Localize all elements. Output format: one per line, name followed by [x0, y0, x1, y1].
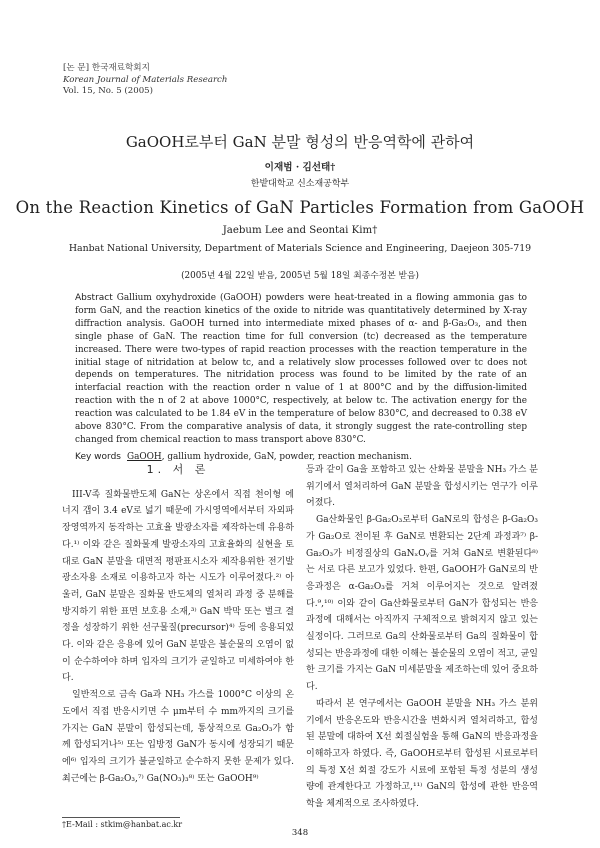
journal-volume: Vol. 15, No. 5 (2005): [63, 86, 153, 96]
footnote-divider: [62, 817, 180, 818]
title-english: On the Reaction Kinetics of GaN Particles Formation from GaOOH: [15, 198, 585, 217]
abstract-text: Gallium oxyhydroxide (GaOOH) powders were heat-treated in a flowing ammonia gas to form GaN, and the reaction kinetics of the oxide to nitride was quantitatively determined by X-ray diffraction analysis. GaOOH turned into intermediate mixed phases of α- and β-Ga₂O₃, and then single phase of GaN. The reaction time for full conversion (tc) decreased as the temperature increased. There were two-types of rapid reaction processes with the reaction temperature in the initial stage of nitridation at below tc, and a relatively slow processes followed over tc does not depends on temperatures. The nitridation process was found to be limited by the rate of an interfacial reaction with the reaction order n value of 1 at 800°C and by the diffusion-limited reaction with the n of 2 at above 1000°C, respectively, at below tc. The activation energy for the reaction was calculated to be 1.84 eV in the temperature of below 830°C, and decreased to 0.38 eV above 830°C. From the comparative analysis of data, it strongly suggest the rate-controlling step changed from chemical reaction to mass transport above 830°C.: [75, 293, 527, 445]
title-korean: GaOOH로부터 GaN 분말 형성의 반응역학에 관하여: [125, 133, 475, 151]
affiliation-english: Hanbat National University, Department of Materials Science and Engineering, Daejeon 305-719: [68, 243, 532, 254]
abstract-label: Abstract: [75, 293, 113, 303]
body-paragraph: 등과 같이 Ga을 포함하고 있는 산화물 분말을 NH₃ 가스 분위기에서 열처리하여 GaN 분말을 합성시키는 연구가 이루어졌다.: [306, 465, 538, 509]
keywords-label: Key words: [75, 452, 121, 462]
body-column-right: [306, 462, 538, 813]
body-paragraph: 따라서 본 연구에서는 GaOOH 분말을 NH₃ 가스 분위기에서 반응온도와 반응시간을 변화시켜 열처리하고, 합성된 분말에 대하여 X선 회절실험을 통해 GaN의 반응과정을 이해하고자 하였다. 즉, GaOOH로부터 합성된 시료로부터의 특정 X선 회절 강도가 시료에 포함된 특정 성분의 생성량에 관계한다고 가정하고,¹¹⁾ GaN의 합성에 관한 반응역학을 체계적으로 조사하였다.: [306, 698, 538, 810]
journal-header: [63, 63, 227, 98]
keywords-rest: , gallium hydroxide, GaN, powder, reaction mechanism.: [161, 452, 412, 462]
body-paragraph: 일반적으로 금속 Ga과 NH₃ 가스를 1000°C 이상의 온도에서 직접 반응시키면 수 μm부터 수 mm까지의 크기를 가지는 GaN 분말이 합성되는데, 통상적으로 Ga₂O₃가 함께 합성되거나⁵⁾ 또는 입방정 GaN가 동시에 성장되기 때문에⁶⁾ 입자의 크기가 불균일하고 순수하지 못한 문제가 있다. 최근에는 β-Ga₂O₃,⁷⁾ Ga(NO₃)₃⁸⁾ 또는 GaOOH⁹⁾: [62, 690, 294, 784]
affiliation-korean: 한밭대학교 신소재공학부: [250, 179, 350, 189]
keywords: [75, 452, 527, 462]
journal-header-label: [논 문] 한국재료학회지: [63, 63, 150, 73]
keyword-first: GaOOH: [127, 452, 162, 462]
journal-name-en: Korean Journal of Materials Research: [63, 74, 228, 85]
footnote-email: †E-Mail : stkim@hanbat.ac.kr: [62, 820, 183, 829]
body-paragraph: Ga산화물인 β-Ga₂O₃로부터 GaN로의 합성은 β-Ga₂O₃가 Ga₂O로 전이된 후 GaN로 변환되는 2단계 과정과⁷⁾ β-Ga₂O₃가 비정질상의 GaNₓOᵧ를 거쳐 GaN로 변환된다⁸⁾는 서로 다른 보고가 있었다. 한편, GaOOH가 GaN로의 반응과정은 α-Ga₂O₃를 거쳐 이루어지는 것으로 알려졌다.⁹,¹⁰⁾ 이와 같이 Ga산화물로부터 GaN가 합성되는 반응과정에 대해서는 아직까지 구체적으로 밝혀지지 않고 있는 실정이다. 그러므로 Ga의 산화물로부터 Ga의 질화물이 합성되는 반응과정에 대한 이해는 불순물의 오염이 적고, 균일한 크기를 가지는 GaN 미세분말을 제조하는데 있어 중요하다.: [306, 515, 538, 693]
body-column-left: [62, 462, 294, 787]
abstract: [75, 292, 527, 447]
authors-english: Jaebum Lee and Seontai Kim†: [222, 225, 378, 236]
authors-korean: 이재범 · 김선태†: [264, 162, 336, 173]
received-dates: (2005년 4월 22일 받음, 2005년 5월 18일 최종수정본 받음): [181, 271, 419, 281]
page-number: 348: [291, 828, 309, 838]
body-paragraph: III-V족 질화물반도체 GaN는 상온에서 직접 천이형 에너지 갭이 3.4 eV로 넓기 때문에 가시영역에서부터 자외파장영역까지 동작하는 고효율 발광소자를 제작하는데 유용하다.¹⁾ 이와 같은 질화물계 발광소자의 고효율화의 실현을 토대로 GaN 분말을 대면적 평판표시소자 제작용위한 전기발광소자용 소재로 이용하고자 하는 시도가 이루어졌다.²⁾ 아울러, GaN 분말은 질화물 반도체의 열처리 과정 중 분해를 방지하기 위한 표면 보호용 소재,³⁾ GaN 박막 또는 벌크 결정을 성장하기 위한 선구물질(precursor)⁴⁾ 등에 응용되었다. 이와 같은 응용에 있어 GaN 분말은 불순물의 오염이 없이 순수하여야 하며 입자의 크기가 균일하고 미세하여야 한다.: [62, 489, 294, 684]
section-title-introduction: 1. 서 론: [146, 463, 210, 476]
